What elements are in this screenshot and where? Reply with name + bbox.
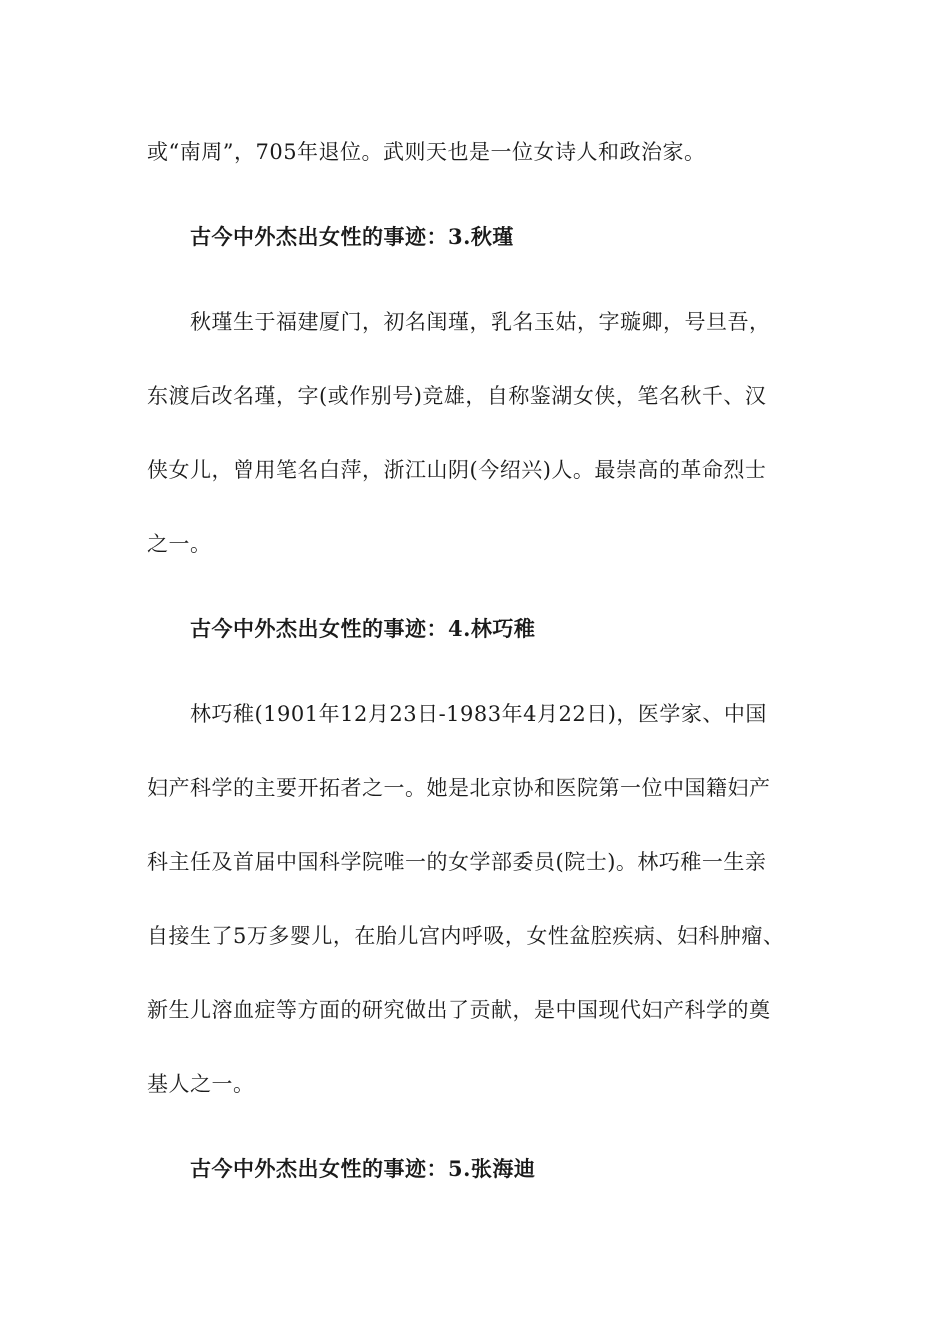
paragraph-line: 基人之一。: [147, 1072, 255, 1096]
paragraph-line: 或“南周”，705年退位。武则天也是一位女诗人和政治家。: [147, 140, 706, 164]
section-heading-5: 古今中外杰出女性的事迹：5.张海迪: [190, 1156, 536, 1181]
paragraph-line: 东渡后改名瑾，字(或作别号)竞雄，自称鉴湖女侠，笔名秋千、汉: [147, 384, 767, 408]
paragraph-line: 之一。: [147, 532, 212, 556]
section-heading-4: 古今中外杰出女性的事迹：4.林巧稚: [190, 616, 536, 641]
paragraph-line: 自接生了5万多婴儿，在胎儿宫内呼吸，女性盆腔疾病、妇科肿瘤、: [147, 924, 785, 948]
paragraph-line: 侠女儿，曾用笔名白萍，浙江山阴(今绍兴)人。最崇高的革命烈士: [147, 458, 767, 482]
paragraph-line: 林巧稚(1901年12月23日-1983年4月22日)，医学家、中国: [190, 702, 767, 726]
paragraph-line: 科主任及首届中国科学院唯一的女学部委员(院士)。林巧稚一生亲: [147, 850, 767, 874]
section-heading-3: 古今中外杰出女性的事迹：3.秋瑾: [190, 224, 514, 249]
paragraph-line: 妇产科学的主要开拓者之一。她是北京协和医院第一位中国籍妇产: [147, 776, 771, 800]
paragraph-line: 新生儿溶血症等方面的研究做出了贡献，是中国现代妇产科学的奠: [147, 998, 771, 1022]
paragraph-line: 秋瑾生于福建厦门，初名闺瑾，乳名玉姑，字璇卿，号旦吾，: [190, 310, 771, 334]
